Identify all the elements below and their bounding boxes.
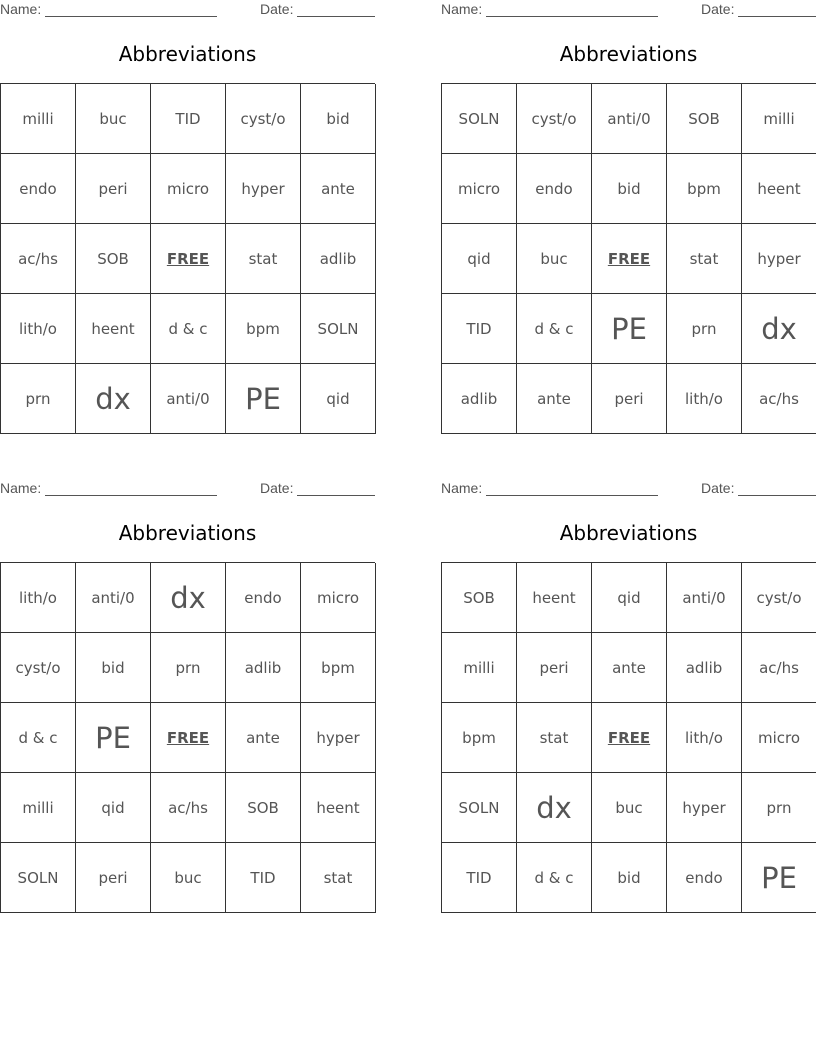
- bingo-cell[interactable]: prn: [151, 633, 226, 703]
- bingo-cell[interactable]: d & c: [517, 843, 592, 913]
- bingo-cell[interactable]: milli: [1, 773, 76, 843]
- bingo-cell[interactable]: ante: [226, 703, 301, 773]
- card-title: Abbreviations: [559, 521, 698, 545]
- bingo-cell[interactable]: dx: [76, 364, 151, 434]
- date-label: Date:: [260, 1, 294, 17]
- bingo-cell[interactable]: endo: [667, 843, 742, 913]
- bingo-cell[interactable]: cyst/o: [742, 563, 816, 633]
- bingo-cell[interactable]: cyst/o: [517, 84, 592, 154]
- name-label: Name:: [0, 1, 42, 17]
- bingo-cell[interactable]: buc: [76, 84, 151, 154]
- bingo-cell[interactable]: stat: [301, 843, 376, 913]
- name-date-line: [0, 480, 375, 498]
- bingo-cell[interactable]: PE: [76, 703, 151, 773]
- bingo-cell[interactable]: heent: [301, 773, 376, 843]
- bingo-cell[interactable]: stat: [226, 224, 301, 294]
- card-title: Abbreviations: [559, 42, 698, 66]
- date-label: Date:: [701, 480, 735, 496]
- name-blank[interactable]: [45, 16, 217, 17]
- bingo-cell[interactable]: PE: [742, 843, 816, 913]
- name-date-line: [441, 1, 816, 19]
- bingo-cell[interactable]: hyper: [226, 154, 301, 224]
- bingo-cell[interactable]: qid: [442, 224, 517, 294]
- bingo-card-1: [0, 0, 375, 430]
- free-space-cell[interactable]: FREE: [151, 224, 226, 294]
- date-blank[interactable]: [297, 16, 375, 17]
- date-label: Date:: [260, 480, 294, 496]
- bingo-cell[interactable]: lith/o: [1, 294, 76, 364]
- name-blank[interactable]: [486, 495, 658, 496]
- bingo-cell[interactable]: lith/o: [1, 563, 76, 633]
- bingo-cell[interactable]: adlib: [442, 364, 517, 434]
- bingo-cell[interactable]: hyper: [667, 773, 742, 843]
- bingo-cell[interactable]: dx: [517, 773, 592, 843]
- bingo-cell[interactable]: lith/o: [667, 703, 742, 773]
- bingo-cell[interactable]: peri: [517, 633, 592, 703]
- bingo-cell[interactable]: adlib: [301, 224, 376, 294]
- bingo-cell[interactable]: milli: [442, 633, 517, 703]
- bingo-cell[interactable]: PE: [226, 364, 301, 434]
- bingo-grid: [441, 562, 816, 913]
- bingo-cell[interactable]: ante: [592, 633, 667, 703]
- bingo-cell[interactable]: heent: [76, 294, 151, 364]
- bingo-grid: [0, 83, 375, 434]
- bingo-cell[interactable]: endo: [1, 154, 76, 224]
- bingo-cell[interactable]: buc: [151, 843, 226, 913]
- name-date-line: [0, 1, 375, 19]
- bingo-cell[interactable]: peri: [76, 154, 151, 224]
- bingo-cell[interactable]: SOLN: [442, 84, 517, 154]
- bingo-cell[interactable]: heent: [742, 154, 816, 224]
- card-title: Abbreviations: [118, 521, 257, 545]
- bingo-cell[interactable]: bpm: [442, 703, 517, 773]
- bingo-cell[interactable]: d & c: [151, 294, 226, 364]
- bingo-cell[interactable]: qid: [301, 364, 376, 434]
- free-space-cell[interactable]: FREE: [151, 703, 226, 773]
- bingo-cell[interactable]: ac/hs: [151, 773, 226, 843]
- bingo-cell[interactable]: ante: [301, 154, 376, 224]
- bingo-cell[interactable]: ac/hs: [1, 224, 76, 294]
- bingo-cell[interactable]: TID: [226, 843, 301, 913]
- bingo-cell[interactable]: SOLN: [301, 294, 376, 364]
- bingo-grid: [0, 562, 375, 913]
- name-label: Name:: [0, 480, 42, 496]
- bingo-cell[interactable]: bid: [301, 84, 376, 154]
- name-blank[interactable]: [486, 16, 658, 17]
- bingo-cell[interactable]: anti/0: [667, 563, 742, 633]
- bingo-cell[interactable]: bpm: [667, 154, 742, 224]
- bingo-cell[interactable]: SOLN: [442, 773, 517, 843]
- date-label: Date:: [701, 1, 735, 17]
- bingo-cell[interactable]: peri: [76, 843, 151, 913]
- bingo-cell[interactable]: d & c: [1, 703, 76, 773]
- bingo-card-2: [441, 0, 816, 430]
- bingo-cell[interactable]: milli: [742, 84, 816, 154]
- bingo-cell[interactable]: cyst/o: [1, 633, 76, 703]
- bingo-cell[interactable]: prn: [1, 364, 76, 434]
- bingo-cell[interactable]: bpm: [301, 633, 376, 703]
- bingo-cell[interactable]: buc: [517, 224, 592, 294]
- name-blank[interactable]: [45, 495, 217, 496]
- bingo-card-4: [441, 479, 816, 909]
- date-blank[interactable]: [297, 495, 375, 496]
- bingo-cell[interactable]: anti/0: [76, 563, 151, 633]
- bingo-cell[interactable]: micro: [442, 154, 517, 224]
- bingo-cell[interactable]: ac/hs: [742, 633, 816, 703]
- bingo-cell[interactable]: TID: [442, 294, 517, 364]
- bingo-cell[interactable]: SOB: [226, 773, 301, 843]
- bingo-cell[interactable]: qid: [76, 773, 151, 843]
- bingo-cell[interactable]: SOB: [667, 84, 742, 154]
- bingo-cell[interactable]: TID: [442, 843, 517, 913]
- bingo-card-3: [0, 479, 375, 909]
- bingo-cell[interactable]: bid: [592, 154, 667, 224]
- bingo-cell[interactable]: buc: [592, 773, 667, 843]
- bingo-cell[interactable]: heent: [517, 563, 592, 633]
- bingo-cell[interactable]: bpm: [226, 294, 301, 364]
- date-blank[interactable]: [738, 495, 816, 496]
- name-label: Name:: [441, 1, 483, 17]
- bingo-cell[interactable]: dx: [151, 563, 226, 633]
- bingo-cell[interactable]: milli: [1, 84, 76, 154]
- bingo-cell[interactable]: SOB: [442, 563, 517, 633]
- bingo-cell[interactable]: endo: [226, 563, 301, 633]
- free-space-cell[interactable]: FREE: [592, 224, 667, 294]
- bingo-cell[interactable]: peri: [592, 364, 667, 434]
- bingo-cell[interactable]: d & c: [517, 294, 592, 364]
- bingo-cell[interactable]: micro: [151, 154, 226, 224]
- card-title: Abbreviations: [118, 42, 257, 66]
- bingo-cell[interactable]: adlib: [667, 633, 742, 703]
- bingo-cell[interactable]: endo: [517, 154, 592, 224]
- bingo-cell[interactable]: lith/o: [667, 364, 742, 434]
- free-space-cell[interactable]: FREE: [592, 703, 667, 773]
- bingo-cell[interactable]: hyper: [301, 703, 376, 773]
- bingo-cell[interactable]: anti/0: [592, 84, 667, 154]
- name-label: Name:: [441, 480, 483, 496]
- bingo-cell[interactable]: ac/hs: [742, 364, 816, 434]
- bingo-cell[interactable]: micro: [742, 703, 816, 773]
- bingo-cell[interactable]: TID: [151, 84, 226, 154]
- bingo-cell[interactable]: qid: [592, 563, 667, 633]
- date-blank[interactable]: [738, 16, 816, 17]
- bingo-cell[interactable]: bid: [592, 843, 667, 913]
- bingo-cell[interactable]: adlib: [226, 633, 301, 703]
- bingo-cell[interactable]: prn: [742, 773, 816, 843]
- bingo-cell[interactable]: stat: [517, 703, 592, 773]
- bingo-cell[interactable]: dx: [742, 294, 816, 364]
- bingo-grid: [441, 83, 816, 434]
- bingo-cell[interactable]: anti/0: [151, 364, 226, 434]
- bingo-cell[interactable]: SOB: [76, 224, 151, 294]
- bingo-cell[interactable]: ante: [517, 364, 592, 434]
- name-date-line: [441, 480, 816, 498]
- bingo-cell[interactable]: hyper: [742, 224, 816, 294]
- bingo-cell[interactable]: micro: [301, 563, 376, 633]
- bingo-cell[interactable]: PE: [592, 294, 667, 364]
- bingo-cell[interactable]: stat: [667, 224, 742, 294]
- bingo-cell[interactable]: prn: [667, 294, 742, 364]
- bingo-cell[interactable]: bid: [76, 633, 151, 703]
- bingo-cell[interactable]: SOLN: [1, 843, 76, 913]
- bingo-cell[interactable]: cyst/o: [226, 84, 301, 154]
